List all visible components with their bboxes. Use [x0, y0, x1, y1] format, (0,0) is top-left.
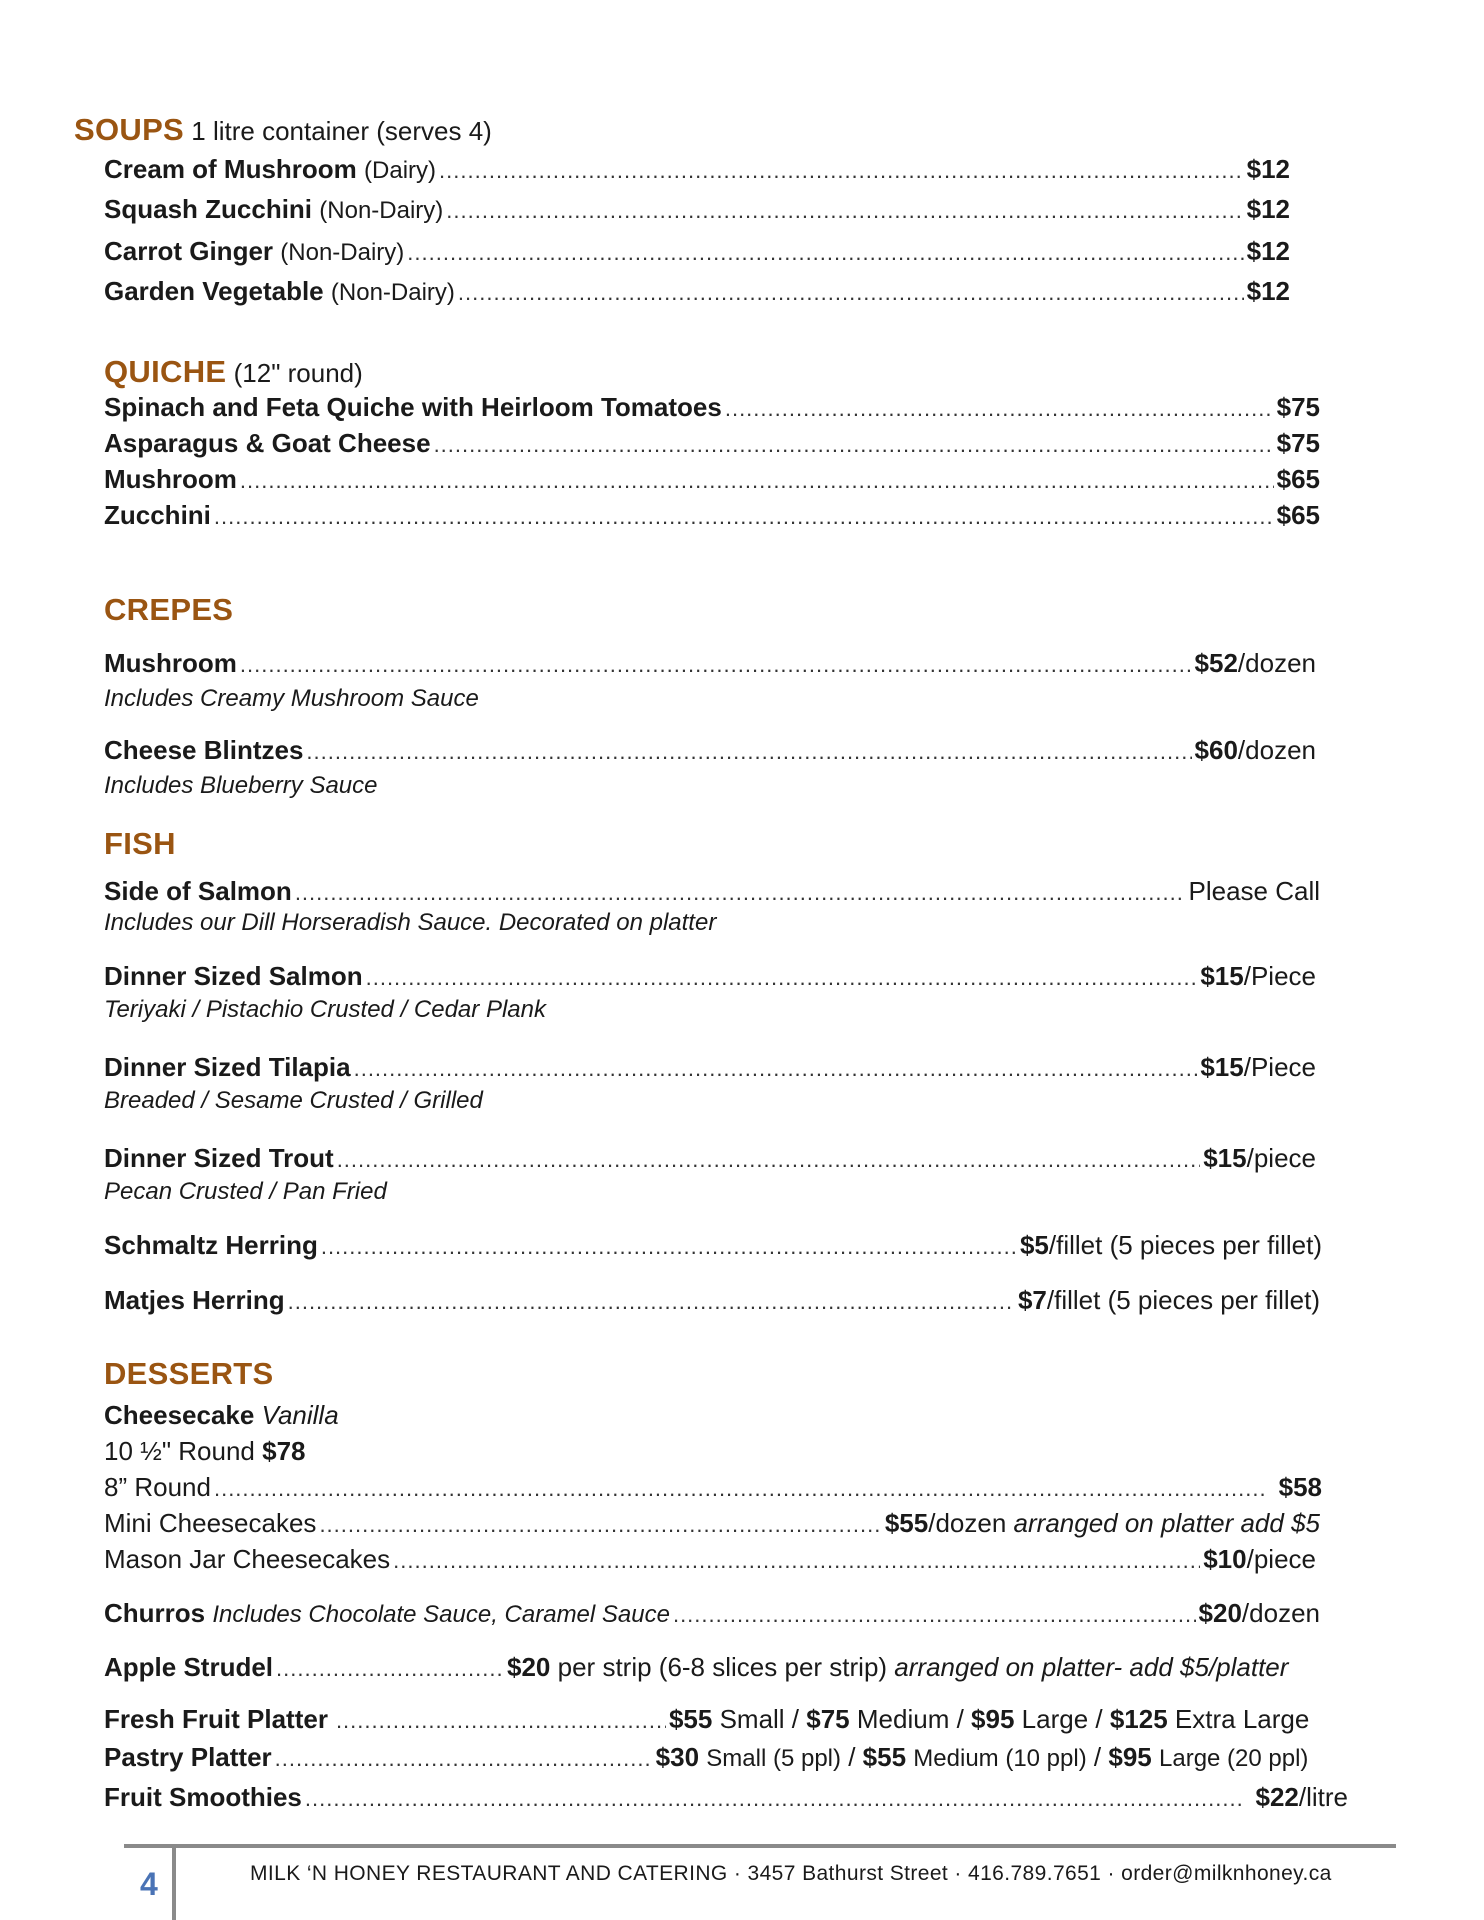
quiche-title: QUICHE: [104, 354, 227, 389]
page-number: 4: [140, 1866, 158, 1902]
dot-leader: [446, 198, 1243, 224]
menu-item: Dinner Sized Tilapia ..... $15/Piece: [104, 1052, 1316, 1083]
dot-leader: [354, 1056, 1198, 1082]
soups-subtitle: 1 litre container (serves 4): [191, 116, 492, 146]
menu-item: Mason Jar Cheesecakes ..... $10/piece: [104, 1544, 1316, 1580]
desserts-section: [104, 1356, 1348, 1818]
quiche-heading: [104, 354, 1320, 390]
menu-item: Cheese Blintzes ..... $60/dozen: [104, 735, 1316, 766]
soups-heading: [74, 112, 1294, 148]
menu-item: 8” Round ..... $58: [104, 1472, 1322, 1508]
menu-item: Side of Salmon ..... Please Call: [104, 876, 1320, 907]
dot-leader: [673, 1602, 1196, 1628]
menu-item: Mushroom ..... $65: [104, 464, 1320, 500]
dot-leader: [319, 1512, 881, 1538]
menu-item: Pastry Platter ..... $30 Small (5 ppl) / $55 Medium (10 ppl) / $95 Large (20 ppl): [104, 1742, 1344, 1782]
menu-item: Dinner Sized Trout ..... $15/piece: [104, 1143, 1316, 1174]
cheesecake-round: 10 ½" Round $78: [104, 1436, 306, 1466]
menu-item: Schmaltz Herring ..... $5/fillet (5 pieces per fillet): [104, 1230, 1322, 1261]
dot-leader: [275, 1746, 653, 1772]
menu-item: Cream of Mushroom (Dairy) ..... $12: [104, 154, 1290, 194]
dot-leader: [407, 240, 1243, 266]
dot-leader: [439, 158, 1244, 184]
item-description: Breaded / Sesame Crusted / Grilled: [104, 1087, 483, 1114]
dot-leader: [288, 1289, 1015, 1315]
quiche-subtitle: (12" round): [233, 358, 363, 388]
item-description: Includes Creamy Mushroom Sauce: [104, 685, 479, 712]
dot-leader: [214, 1476, 1266, 1502]
dot-leader: [240, 652, 1192, 678]
soups-title: SOUPS: [74, 112, 185, 147]
desserts-title: DESSERTS: [104, 1356, 274, 1391]
menu-item: Fresh Fruit Platter ..... $55 Small / $75 Medium / $95 Large / $125 Extra Large: [104, 1704, 1344, 1742]
dot-leader: [306, 739, 1191, 765]
item-description: Pecan Crusted / Pan Fried: [104, 1178, 387, 1205]
dot-leader: [321, 1234, 1017, 1260]
menu-item: Asparagus & Goat Cheese ..... $75: [104, 428, 1320, 464]
dot-leader: [305, 1786, 1245, 1812]
item-description: Includes our Dill Horseradish Sauce. Decorated on platter: [104, 909, 717, 936]
dot-leader: [366, 965, 1198, 991]
menu-item: Carrot Ginger (Non-Dairy) ..... $12: [104, 236, 1290, 276]
crepes-section: [104, 592, 1316, 800]
dot-leader: [214, 504, 1274, 530]
dot-leader: [240, 468, 1274, 494]
dot-leader: [725, 396, 1274, 422]
menu-item: Fruit Smoothies ..... $22/litre: [104, 1782, 1348, 1818]
dot-leader: [337, 1147, 1201, 1173]
menu-item: Garden Vegetable (Non-Dairy) ..... $12: [104, 276, 1290, 316]
dot-leader: [336, 1708, 666, 1734]
footer-contact: MILK ‘N HONEY RESTAURANT AND CATERING · 3457 Bathurst Street · 416.789.7651 · order@milknhoney.ca: [250, 1862, 1332, 1885]
crepes-title: CREPES: [104, 592, 234, 627]
menu-item: Apple Strudel ..... $20 per strip (6-8 slices per strip) arranged on platter- add $5/platter: [104, 1652, 1344, 1688]
footer-divider: [124, 1844, 1396, 1848]
dot-leader: [393, 1548, 1200, 1574]
menu-item: Squash Zucchini (Non-Dairy) ..... $12: [104, 194, 1290, 236]
menu-item: Spinach and Feta Quiche with Heirloom Tomatoes ..... $75: [104, 392, 1320, 428]
dot-leader: [434, 432, 1274, 458]
dot-leader: [295, 880, 1186, 906]
soups-section: [74, 112, 1294, 316]
dot-leader: [276, 1656, 504, 1682]
item-description: Teriyaki / Pistachio Crusted / Cedar Plank: [104, 996, 546, 1023]
fish-section: [104, 826, 1320, 1316]
menu-item: Mini Cheesecakes ..... $55/dozen arranged on platter add $5: [104, 1508, 1320, 1544]
item-description: Includes Blueberry Sauce: [104, 772, 378, 799]
footer-vertical-divider: [172, 1848, 176, 1920]
cheesecake-heading: Cheesecake Vanilla: [104, 1400, 339, 1430]
dot-leader: [458, 280, 1244, 306]
menu-item: Mushroom ..... $52/dozen: [104, 648, 1316, 679]
menu-item: Zucchini ..... $65: [104, 500, 1320, 536]
fish-title: FISH: [104, 826, 176, 861]
menu-item: Dinner Sized Salmon ..... $15/Piece: [104, 961, 1316, 992]
menu-item: Churros Includes Chocolate Sauce, Caramel Sauce ..... $20/dozen: [104, 1598, 1320, 1634]
quiche-section: [104, 354, 1320, 536]
menu-item: Matjes Herring ..... $7/fillet (5 pieces per fillet): [104, 1285, 1320, 1316]
